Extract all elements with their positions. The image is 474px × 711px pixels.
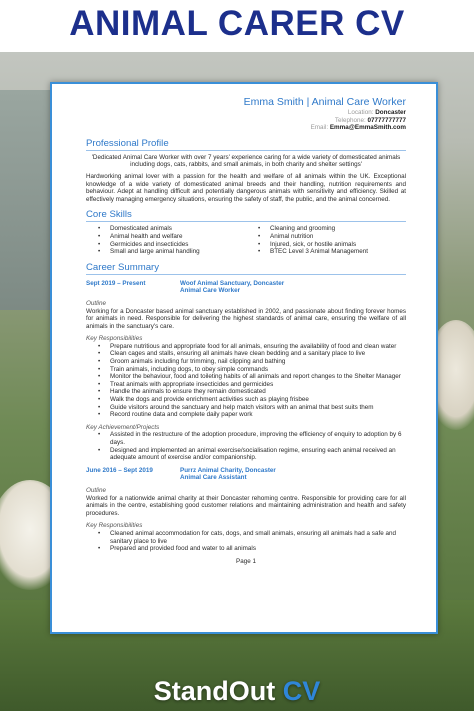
section-title-profile: Professional Profile [86, 138, 406, 151]
job2-outline-label: Outline [86, 486, 106, 494]
section-title-skills: Core Skills [86, 209, 406, 222]
skill-item: • Animal health and welfare [86, 233, 246, 241]
skill-item: • Germicides and insecticides [86, 241, 246, 249]
job2-dates: June 2016 – Sept 2019 [86, 466, 153, 474]
top-banner [0, 0, 474, 52]
skill-item: • Injured, sick, or hostile animals [246, 241, 406, 249]
list-item: • Treat animals with appropriate insecticides and germicides [86, 381, 406, 389]
skills-column-right [246, 225, 406, 255]
job1-employer-block [180, 280, 284, 295]
email-value: Emma@EmmaSmith.com [329, 124, 406, 132]
skill-item: • BTEC Level 3 Animal Management [246, 248, 406, 256]
brand-logo [0, 675, 474, 707]
skills-list [86, 225, 406, 255]
skill-item: • Domesticated animals [86, 225, 246, 233]
list-item: • Cleaned animal accommodation for cats, dogs, and small animals, ensuring all animals had a safe and sanitary place to live [86, 530, 406, 545]
skill-item: • Animal nutrition [246, 233, 406, 241]
job1-responsibilities [86, 343, 406, 419]
job2-role: Animal Care Assistant [180, 474, 247, 482]
list-item: • Monitor the behaviour, food and toileting habits of all animals and report changes to the Shelter Manager [86, 373, 406, 381]
profile-body: Hardworking animal lover with a passion for the health and welfare of all animals within the UK. Exceptional knowledge of a wide variety of domesticated animal breeds and their handling, nutrition requirements and behaviour. Adept at handling difficult and potentially dangerous animals with sensitivity and efficiency. Skilled at effectively managing emergency situations, ensuring the safety of staff, the public, and the animal concerned. [86, 172, 406, 203]
list-item: • Walk the dogs and provide enrichment activities such as playing frisbee [86, 396, 406, 404]
job1-achievements-label: Key Achievement/Projects [86, 423, 160, 431]
job2-resp-label: Key Responsibilities [86, 522, 143, 530]
location-label: Location: [347, 109, 374, 116]
location-value: Doncaster [375, 109, 406, 116]
job1-employer: Woof Animal Sanctuary, Doncaster [180, 279, 285, 287]
cv-email [86, 124, 406, 132]
profile-quote: 'Dedicated Animal Care Worker with over 7 years' experience caring for a wide variety of domesticated animals including dogs, cats, rabbits, and small animals, in both charity and shelter settings' [91, 153, 401, 169]
job1-role: Animal Care Worker [180, 287, 241, 295]
list-item: • Record routine data and complete daily paper work [86, 411, 406, 419]
job1-outline-label: Outline [86, 299, 106, 307]
email-label: Email: [310, 124, 329, 132]
skill-item: • Small and large animal handling [86, 248, 246, 256]
skills-column-left [86, 225, 246, 255]
list-item: • Prepared and provided food and water to all animals [86, 545, 406, 553]
brand-cv: CV [282, 676, 321, 706]
job2-outline: Worked for a nationwide animal charity at their Doncaster rehoming centre. Responsible for providing care for all animals in the centre, establishing good customer relations and maintaining administration and health and safety procedures. [86, 494, 406, 517]
telephone-label: Telephone: [334, 116, 366, 124]
page-number: Page 1 [236, 557, 256, 565]
job2-employer-block [180, 467, 276, 482]
cv-location [86, 109, 406, 117]
list-item: • Groom animals including fur trimming, nail clipping and bathing [86, 358, 406, 366]
list-item: • Handle the animals to ensure they remain domesticated [86, 388, 406, 396]
telephone-value: 07777777777 [367, 116, 406, 124]
job2-header [86, 467, 406, 482]
skill-item: • Cleaning and grooming [246, 225, 406, 233]
list-item: • Assisted in the restructure of the adoption procedure, improving the efficiency of enquiry to adoption by 6 days. [86, 431, 406, 446]
cv-name-title: Emma Smith | Animal Care Worker [243, 96, 406, 108]
cv-telephone [86, 117, 406, 125]
brand-standout: StandOut [153, 676, 283, 706]
job1-outline: Working for a Doncaster based animal sanctuary established in 2002, and passionate about finding forever homes for animals in need. Responsible for delivering the highest standards of animal care, ensuring the welfare of all animals in the sanctuary's care. [86, 307, 406, 330]
job2-responsibilities [86, 530, 406, 553]
list-item: • Designed and implemented an animal exercise/socialisation regime, ensuring each animal received an adequate amount of exercise and/or companionship. [86, 447, 406, 462]
list-item: • Guide visitors around the sanctuary and help match visitors with an animal that best suits them [86, 404, 406, 412]
job2-employer: Purrz Animal Charity, Doncaster [180, 466, 276, 474]
job1-dates: Sept 2019 – Present [86, 279, 146, 287]
list-item: • Prepare nutritious and appropriate food for all animals, ensuring the availability of food and clean water [86, 343, 406, 351]
job1-achievements [86, 431, 406, 461]
job1-header [86, 280, 406, 295]
job1-resp-label: Key Responsibilities [86, 335, 143, 343]
list-item: • Clean cages and stalls, ensuring all animals have clean bedding and a sanitary place to live [86, 350, 406, 358]
cv-document [50, 82, 438, 634]
list-item: • Train animals, including dogs, to obey simple commands [86, 366, 406, 374]
banner-title: ANIMAL CARER CV [69, 4, 405, 43]
section-title-career: Career Summary [86, 262, 406, 275]
